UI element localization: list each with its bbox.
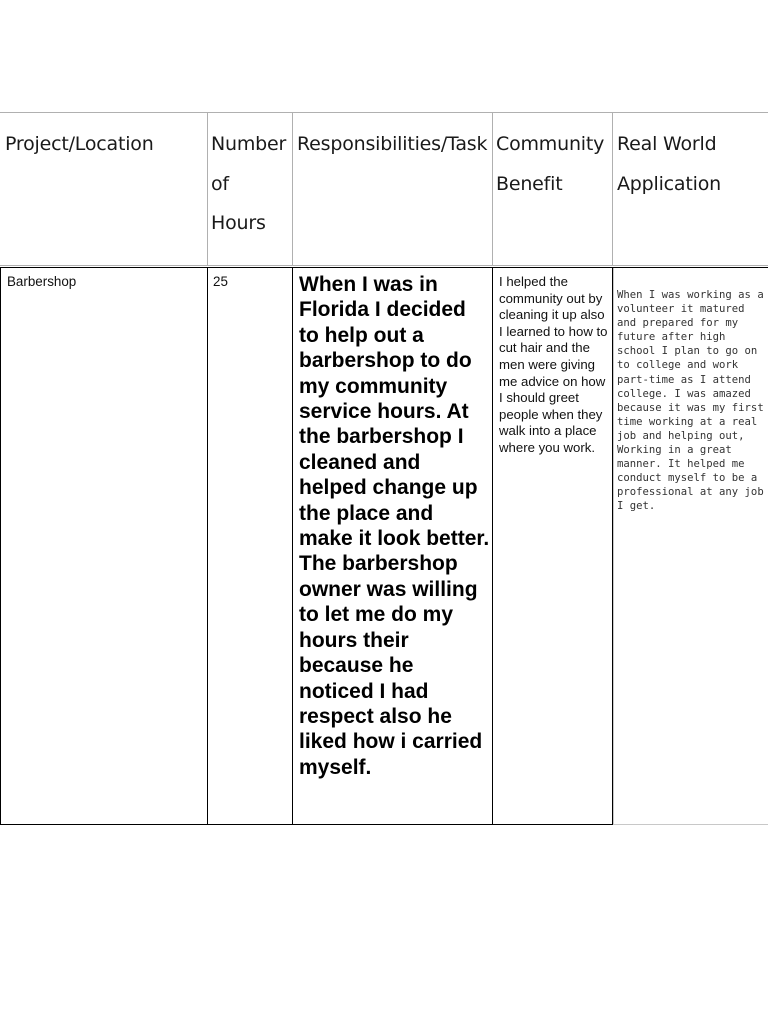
table-top-border	[0, 112, 768, 113]
header-real-world-application: Real World Application	[617, 133, 721, 195]
header-divider-1	[207, 112, 208, 266]
row-bottom-border	[0, 824, 613, 825]
row-number-of-hours: 25	[213, 274, 228, 289]
row-divider-1	[207, 267, 208, 825]
row-divider-3	[492, 267, 493, 825]
row-divider-2	[292, 267, 293, 825]
header-bottom-border	[0, 265, 768, 266]
header-divider-4	[612, 112, 613, 266]
header-community-benefit: Community Benefit	[496, 133, 605, 195]
row-responsibilities-task: When I was in Florida I decided to help out a barbershop to do my community service hours. At the barbershop I cleaned and helped change up the place and make it look better. The barbershop owner was willing to let me do my hours their because he noticed I had respect also he liked how i carried myself.	[299, 273, 490, 779]
header-divider-2	[292, 112, 293, 266]
row-real-world-application: When I was working as a volunteer it matured and prepared for my future after high school I plan to go on to college and work part-time as I attend college. I was amazed because it was my first time working at a real job and helping out, Working in a great manner. It helped me conduct myself to be a professional at any job I get.	[617, 289, 764, 513]
header-number-of-hours: Number of Hours	[211, 133, 287, 234]
row-divider-0	[0, 267, 1, 825]
row-community-benefit: I helped the community out by cleaning it up also I learned to how to cut hair and the men were giving me advice on how I should greet people when they walk into a place where you work.	[499, 274, 608, 455]
row-project-location: Barbershop	[7, 274, 77, 289]
header-project-location: Project/Location	[5, 133, 154, 155]
header-responsibilities-task: Responsibilities/Task	[297, 133, 488, 155]
